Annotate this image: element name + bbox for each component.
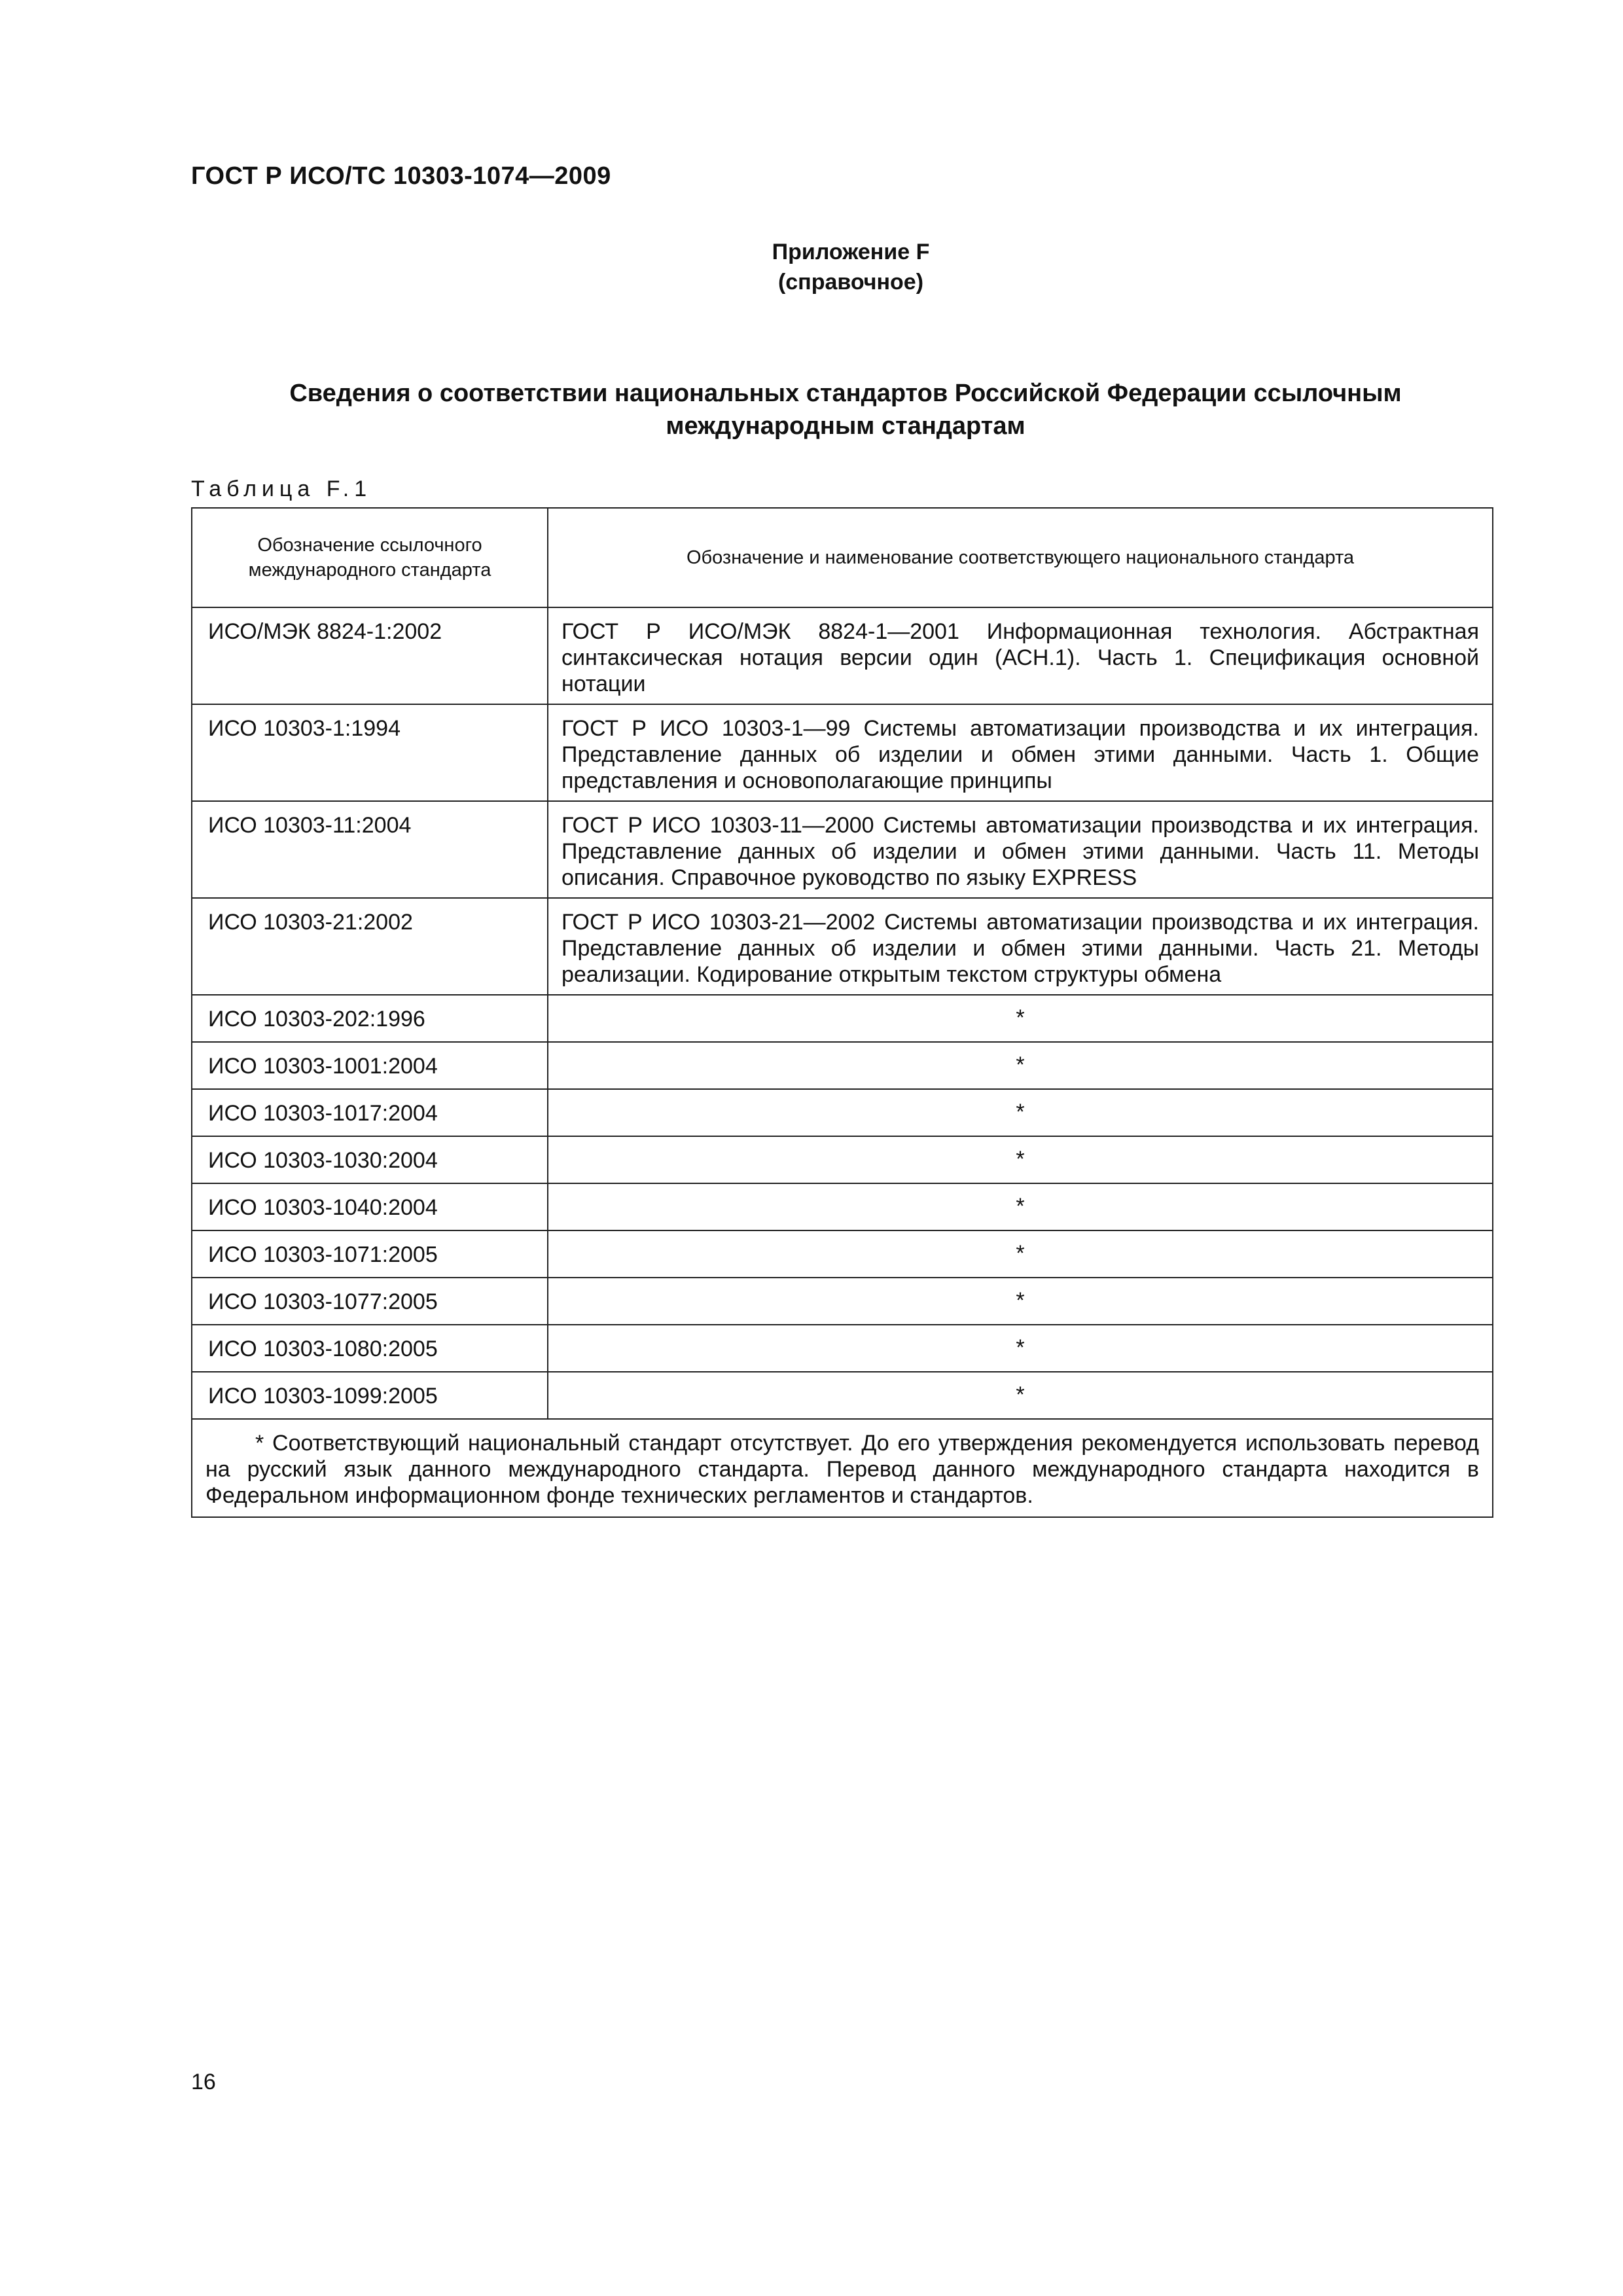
document-code: ГОСТ Р ИСО/ТС 10303-1074—2009 — [191, 162, 611, 190]
international-standard-code: ИСО 10303-21:2002 — [192, 898, 548, 995]
table-row — [192, 995, 1493, 1042]
table-label: Таблица F.1 — [191, 476, 372, 501]
table-row — [192, 1089, 1493, 1136]
international-standard-code: ИСО 10303-1017:2004 — [192, 1089, 548, 1136]
table-row — [192, 1136, 1493, 1183]
table-row — [192, 801, 1493, 898]
national-standard-description: ГОСТ Р ИСО 10303-21—2002 Системы автоматизации производства и их интеграция. Представление данных об изделии и обмен этими данными. Часть 21. Методы реализации. Кодирование открытым текстом структуры обмена — [548, 898, 1493, 995]
page-number: 16 — [191, 2070, 216, 2094]
column-header-international: Обозначение ссылочного международного стандарта — [192, 508, 548, 607]
international-standard-code: ИСО 10303-1099:2005 — [192, 1372, 548, 1419]
appendix-type: (справочное) — [777, 270, 924, 295]
table-row — [192, 1278, 1493, 1325]
national-standard-description: * — [548, 1325, 1493, 1372]
international-standard-code: ИСО 10303-1077:2005 — [192, 1278, 548, 1325]
table-row — [192, 607, 1493, 704]
section-title: Сведения о соответствии национальных стандартов Российской Федерации ссылочным международным стандартам — [289, 380, 1402, 440]
national-standard-description: * — [548, 1136, 1493, 1183]
standards-table — [191, 507, 1493, 1518]
international-standard-code: ИСО 10303-1080:2005 — [192, 1325, 548, 1372]
national-standard-description: * — [548, 995, 1493, 1042]
appendix-label: Приложение F — [772, 240, 930, 264]
national-standard-description: ГОСТ Р ИСО 10303-1—99 Системы автоматизации производства и их интеграция. Представление данных об изделии и обмен этими данными. Часть 1. Общие представления и основополагающие принципы — [548, 704, 1493, 801]
national-standard-description: * — [548, 1278, 1493, 1325]
national-standard-description: * — [548, 1183, 1493, 1230]
national-standard-description: * — [548, 1042, 1493, 1089]
table-row — [192, 704, 1493, 801]
international-standard-code: ИСО 10303-11:2004 — [192, 801, 548, 898]
national-standard-description: * — [548, 1089, 1493, 1136]
international-standard-code: ИСО/МЭК 8824-1:2002 — [192, 607, 548, 704]
table-footnote-row — [192, 1419, 1493, 1517]
national-standard-description: * — [548, 1372, 1493, 1419]
table-row — [192, 898, 1493, 995]
table-row — [192, 1325, 1493, 1372]
international-standard-code: ИСО 10303-202:1996 — [192, 995, 548, 1042]
table-header-row — [192, 508, 1493, 607]
appendix-heading — [654, 237, 1047, 297]
national-standard-description: ГОСТ Р ИСО 10303-11—2000 Системы автоматизации производства и их интеграция. Представление данных об изделии и обмен этими данными. Часть 11. Методы описания. Справочное руководство по языку EXPRESS — [548, 801, 1493, 898]
table-row — [192, 1230, 1493, 1278]
international-standard-code: ИСО 10303-1030:2004 — [192, 1136, 548, 1183]
column-header-national: Обозначение и наименование соответствующего национального стандарта — [548, 508, 1493, 607]
international-standard-code: ИСО 10303-1040:2004 — [192, 1183, 548, 1230]
table-row — [192, 1042, 1493, 1089]
table-footnote: * Соответствующий национальный стандарт отсутствует. До его утверждения рекомендуется использовать перевод на русский язык данного международного стандарта. Перевод данного международного стандарта находится в Федеральном информационном фонде технических регламентов и стандартов. — [192, 1419, 1493, 1517]
table-row — [192, 1372, 1493, 1419]
national-standard-description: * — [548, 1230, 1493, 1278]
table-body — [192, 607, 1493, 1419]
national-standard-description: ГОСТ Р ИСО/МЭК 8824-1—2001 Информационная технология. Абстрактная синтаксическая нотация версии один (АСН.1). Часть 1. Спецификация основной нотации — [548, 607, 1493, 704]
international-standard-code: ИСО 10303-1:1994 — [192, 704, 548, 801]
international-standard-code: ИСО 10303-1001:2004 — [192, 1042, 548, 1089]
international-standard-code: ИСО 10303-1071:2005 — [192, 1230, 548, 1278]
table-row — [192, 1183, 1493, 1230]
